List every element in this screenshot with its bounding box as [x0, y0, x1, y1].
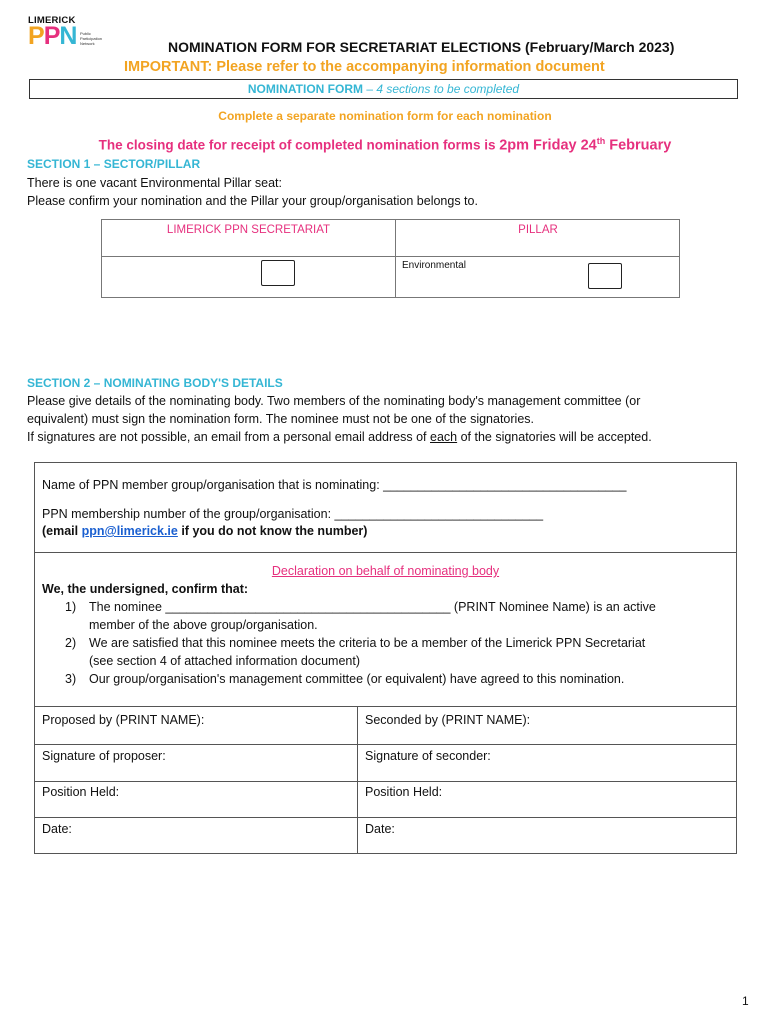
limerick-ppn-logo: [28, 15, 110, 51]
proposer-date-field[interactable]: Date:: [42, 822, 72, 836]
proposer-position-field[interactable]: Position Held:: [42, 785, 120, 799]
each-emphasis: each: [430, 430, 458, 444]
item-2-number: 2): [65, 636, 77, 650]
nomination-form-label: NOMINATION FORM: [247, 82, 363, 96]
page-number: 1: [742, 994, 749, 1008]
separate-form-note: Complete a separate nomination form for each nomination: [218, 109, 552, 123]
email-link[interactable]: ppn@limerick.ie: [81, 524, 178, 538]
seconded-by-field[interactable]: Seconded by (PRINT NAME):: [365, 713, 531, 727]
group-name-field[interactable]: Name of PPN member group/organisation that is nominating: ___________________________________: [42, 478, 627, 492]
item-3-line-1: Our group/organisation's management committee (or equivalent) have agreed to this nomination.: [89, 672, 625, 686]
pillar-table: [101, 219, 680, 298]
nomination-form-banner: NOMINATION FORM – 4 sections to be completed: [29, 79, 738, 99]
item-1-line-2: member of the above group/organisation.: [89, 618, 318, 632]
item-1-number: 1): [65, 600, 77, 614]
environmental-pillar-checkbox[interactable]: [588, 263, 622, 289]
item-3-number: 3): [65, 672, 77, 686]
secretariat-column-header: LIMERICK PPN SECRETARIAT: [166, 224, 331, 236]
item-1-line-1[interactable]: The nominee _________________________________________ (PRINT Nominee Name) is an active: [89, 600, 656, 614]
important-notice: IMPORTANT: Please refer to the accompanying information document: [124, 59, 605, 75]
membership-number-field[interactable]: PPN membership number of the group/organisation: ______________________________: [42, 507, 544, 521]
closing-date-notice: The closing date for receipt of completed nomination forms is 2pm Friday 24th February: [98, 136, 672, 154]
seconder-position-field[interactable]: Position Held:: [365, 785, 443, 799]
pillar-value: Environmental: [402, 260, 466, 271]
form-title: NOMINATION FORM FOR SECRETARIAT ELECTIONS (February/March 2023): [168, 39, 675, 55]
declaration-intro: We, the undersigned, confirm that:: [42, 582, 249, 596]
seconder-date-field[interactable]: Date:: [365, 822, 395, 836]
secretariat-checkbox[interactable]: [261, 260, 295, 286]
item-2-line-2: (see section 4 of attached information document): [89, 654, 360, 668]
logo-ppn-letters: PPN: [28, 22, 77, 50]
section-1-line-1: There is one vacant Environmental Pillar seat:: [27, 176, 282, 190]
email-note: (email ppn@limerick.ie if you do not know the number): [42, 524, 368, 538]
logo-tagline: Public Participation Network: [80, 31, 103, 46]
sections-note: 4 sections to be completed: [376, 82, 520, 96]
pillar-column-header: PILLAR: [518, 224, 558, 236]
declaration-heading: Declaration on behalf of nominating body: [271, 564, 500, 578]
nominating-body-box: [34, 462, 737, 854]
section-1-line-2: Please confirm your nomination and the Pillar your group/organisation belongs to.: [27, 194, 478, 208]
logo-limerick-text: LIMERICK: [28, 15, 76, 26]
section-2-heading: SECTION 2 – NOMINATING BODY'S DETAILS: [27, 376, 283, 390]
section-1-heading: SECTION 1 – SECTOR/PILLAR: [27, 157, 201, 171]
item-2-line-1: We are satisfied that this nominee meets the criteria to be a member of the Limerick PPN Secretariat: [89, 636, 646, 650]
proposed-by-field[interactable]: Proposed by (PRINT NAME):: [42, 713, 205, 727]
section-2-para-3: If signatures are not possible, an email from a personal email address of each of the signatories will be accepted.: [27, 430, 652, 444]
proposer-signature-field[interactable]: Signature of proposer:: [42, 749, 166, 763]
section-2-para-2: equivalent) must sign the nomination form. The nominee must not be one of the signatories.: [27, 412, 535, 426]
section-2-para-1: Please give details of the nominating body. Two members of the nominating body's management committee (or: [27, 394, 641, 408]
seconder-signature-field[interactable]: Signature of seconder:: [365, 749, 491, 763]
